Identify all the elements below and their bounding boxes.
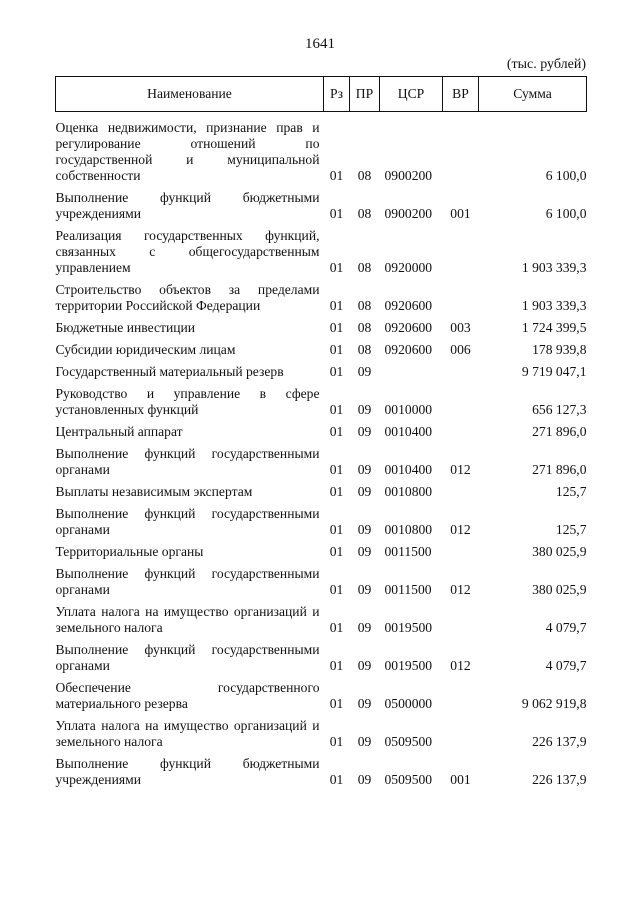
cell-pr: 09: [357, 582, 372, 597]
page-number: 1641: [305, 36, 335, 52]
cell-sum: 1 724 399,5: [521, 320, 587, 335]
cell-csr: 0509500: [384, 734, 433, 749]
header-sum: Сумма: [479, 77, 587, 112]
cell-csr: 0010800: [384, 484, 433, 499]
cell-vr: [443, 222, 479, 276]
cell-pr: 08: [357, 206, 372, 221]
table-row: [56, 112, 587, 185]
cell-pr: 09: [357, 484, 372, 499]
cell-pr: 08: [357, 260, 372, 275]
cell-csr: 0011500: [384, 582, 432, 597]
cell-rz: 01: [329, 402, 344, 417]
cell-csr: 0900200: [384, 206, 433, 221]
table-row: [56, 184, 587, 222]
cell-name: Выполнение функций бюджетными учреждениями: [55, 190, 320, 221]
table-row: [56, 598, 587, 636]
cell-vr: 001: [450, 206, 471, 221]
cell-rz: 01: [329, 320, 344, 335]
table-row: [56, 276, 587, 314]
cell-csr: 0011500: [384, 544, 432, 559]
cell-csr: 0920600: [384, 342, 433, 357]
cell-vr: [443, 358, 479, 380]
cell-name: Обеспечение государственного материального резерва: [55, 680, 320, 711]
cell-pr: 08: [357, 342, 372, 357]
cell-name: Выполнение функций государственными органами: [55, 506, 320, 537]
cell-name: Государственный материальный резерв: [55, 364, 284, 379]
table-row: [56, 560, 587, 598]
cell-vr: 006: [450, 342, 471, 357]
cell-vr: 012: [450, 462, 471, 477]
cell-rz: 01: [329, 168, 344, 183]
cell-pr: 09: [357, 522, 372, 537]
cell-rz: 01: [329, 424, 344, 439]
cell-csr: 0010400: [384, 462, 433, 477]
header-name: Наименование: [56, 77, 324, 112]
units-note: (тыс. рублей): [506, 57, 586, 72]
table-row: [56, 636, 587, 674]
table-row: [56, 538, 587, 560]
cell-vr: 012: [450, 582, 471, 597]
cell-rz: 01: [329, 734, 344, 749]
cell-name: Центральный аппарат: [55, 424, 183, 439]
cell-vr: [443, 380, 479, 418]
cell-pr: 09: [357, 402, 372, 417]
cell-name: Оценка недвижимости, признание прав и регулирование отношений по государственной и муниципальной собственности: [55, 120, 320, 183]
table-row: [56, 750, 587, 788]
cell-rz: 01: [329, 342, 344, 357]
cell-pr: 09: [357, 734, 372, 749]
cell-vr: [443, 112, 479, 185]
cell-csr: 0010800: [384, 522, 433, 537]
cell-sum: 380 025,9: [532, 544, 587, 559]
cell-vr: [443, 276, 479, 314]
cell-pr: 09: [357, 772, 372, 787]
cell-rz: 01: [329, 298, 344, 313]
cell-rz: 01: [329, 772, 344, 787]
table-header-row: [56, 77, 587, 112]
cell-rz: 01: [329, 260, 344, 275]
cell-name: Выполнение функций государственными органами: [55, 446, 320, 477]
cell-pr: 08: [357, 168, 372, 183]
cell-sum: 226 137,9: [532, 734, 587, 749]
cell-name: Строительство объектов за пределами территории Российской Федерации: [55, 282, 320, 313]
cell-vr: [443, 478, 479, 500]
cell-rz: 01: [329, 620, 344, 635]
cell-csr: 0019500: [384, 658, 433, 673]
table-row: [56, 314, 587, 336]
cell-pr: 09: [357, 364, 372, 379]
cell-csr: 0010000: [384, 402, 433, 417]
cell-sum: 4 079,7: [545, 658, 587, 673]
cell-csr: 0010400: [384, 424, 433, 439]
table-row: [56, 358, 587, 380]
cell-sum: 1 903 339,3: [521, 298, 587, 313]
cell-pr: 09: [357, 658, 372, 673]
cell-csr: 0920600: [384, 298, 433, 313]
cell-vr: 012: [450, 658, 471, 673]
cell-pr: 09: [357, 462, 372, 477]
cell-rz: 01: [329, 658, 344, 673]
header-vr: ВР: [443, 77, 479, 112]
table-row: [56, 712, 587, 750]
cell-name: Уплата налога на имущество организаций и земельного налога: [55, 604, 320, 635]
cell-name: Уплата налога на имущество организаций и земельного налога: [55, 718, 320, 749]
cell-rz: 01: [329, 582, 344, 597]
cell-sum: 6 100,0: [545, 206, 587, 221]
cell-name: Субсидии юридическим лицам: [55, 342, 236, 357]
cell-pr: 09: [357, 424, 372, 439]
cell-pr: 09: [357, 544, 372, 559]
table-row: [56, 222, 587, 276]
cell-vr: 003: [450, 320, 471, 335]
table-row: [56, 674, 587, 712]
cell-csr: 0900200: [384, 168, 433, 183]
cell-vr: [443, 538, 479, 560]
cell-vr: 012: [450, 522, 471, 537]
cell-rz: 01: [329, 522, 344, 537]
table-row: [56, 500, 587, 538]
cell-pr: 08: [357, 298, 372, 313]
cell-sum: 271 896,0: [532, 462, 587, 477]
cell-sum: 271 896,0: [532, 424, 587, 439]
cell-pr: 09: [357, 696, 372, 711]
cell-sum: 226 137,9: [532, 772, 587, 787]
cell-pr: 09: [357, 620, 372, 635]
cell-sum: 1 903 339,3: [521, 260, 587, 275]
cell-vr: [443, 674, 479, 712]
cell-csr: 0920600: [384, 320, 433, 335]
header-rz: Рз: [324, 77, 350, 112]
cell-name: Выполнение функций бюджетными учреждениями: [55, 756, 320, 787]
cell-csr: 0509500: [384, 772, 433, 787]
cell-sum: 125,7: [555, 522, 587, 537]
cell-name: Территориальные органы: [55, 544, 204, 559]
cell-vr: [443, 418, 479, 440]
header-pr: ПР: [350, 77, 380, 112]
header-csr: ЦСР: [380, 77, 443, 112]
cell-rz: 01: [329, 696, 344, 711]
cell-name: Выполнение функций государственными органами: [55, 642, 320, 673]
cell-rz: 01: [329, 484, 344, 499]
cell-name: Выплаты независимым экспертам: [55, 484, 253, 499]
cell-csr: 0500000: [384, 696, 433, 711]
cell-pr: 08: [357, 320, 372, 335]
cell-sum: 656 127,3: [532, 402, 587, 417]
cell-sum: 125,7: [555, 484, 587, 499]
table-row: [56, 440, 587, 478]
cell-vr: [443, 598, 479, 636]
cell-sum: 4 079,7: [545, 620, 587, 635]
table-row: [56, 418, 587, 440]
cell-name: Руководство и управление в сфере установленных функций: [55, 386, 320, 417]
cell-csr: 0920000: [384, 260, 433, 275]
cell-rz: 01: [329, 206, 344, 221]
cell-csr: 0019500: [384, 620, 433, 635]
cell-name: Выполнение функций государственными органами: [55, 566, 320, 597]
table-row: [56, 336, 587, 358]
cell-rz: 01: [329, 544, 344, 559]
cell-name: Реализация государственных функций, связанных с общегосударственным управлением: [55, 228, 320, 275]
cell-vr: 001: [450, 772, 471, 787]
cell-sum: 178 939,8: [532, 342, 587, 357]
cell-rz: 01: [329, 462, 344, 477]
table-row: [56, 478, 587, 500]
cell-sum: 6 100,0: [545, 168, 587, 183]
cell-csr: [380, 358, 443, 380]
cell-sum: 9 062 919,8: [521, 696, 587, 711]
cell-vr: [443, 712, 479, 750]
cell-sum: 380 025,9: [532, 582, 587, 597]
cell-sum: 9 719 047,1: [521, 364, 587, 379]
cell-rz: 01: [329, 364, 344, 379]
budget-table: [55, 76, 587, 788]
cell-name: Бюджетные инвестиции: [55, 320, 196, 335]
table-row: [56, 380, 587, 418]
